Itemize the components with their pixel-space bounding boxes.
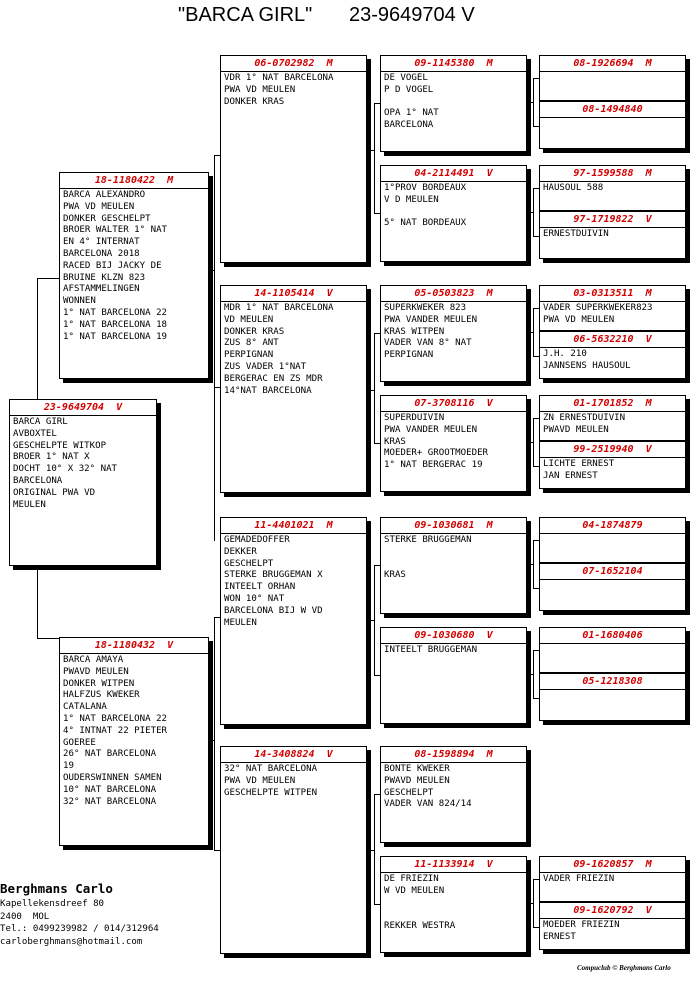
pedigree-line: GOEREE xyxy=(63,737,96,748)
connector-line xyxy=(37,638,59,639)
ring-number: 06-5632210 V xyxy=(573,334,652,345)
connector-line xyxy=(527,332,533,333)
pedigree-box-subject xyxy=(9,399,157,566)
pedigree-line: PWA VANDER MEULEN xyxy=(384,314,478,325)
pedigree-line: PWA VD MEULEN xyxy=(543,314,615,325)
pedigree-line: INTEELT ORHAN xyxy=(224,582,296,593)
pedigree-line: 1° NAT BARCELONA 19 xyxy=(63,331,168,342)
connector-line xyxy=(533,78,534,126)
pedigree-line: BROER 1° NAT X xyxy=(13,452,90,463)
pedigree-line: BARCELONA xyxy=(13,475,63,486)
pedigree-line: VADER FRIEZIN xyxy=(543,874,615,884)
pedigree-line: 32° NAT BARCELONA xyxy=(63,796,157,807)
header-divider xyxy=(221,762,366,763)
header-divider xyxy=(60,188,208,189)
header-divider xyxy=(381,71,526,72)
connector-line xyxy=(374,675,380,676)
connector-line xyxy=(214,617,215,850)
pedigree-line: 5° NAT BORDEAUX xyxy=(384,218,467,229)
footer-copyright: Compuclub © Berghmans Carlo xyxy=(577,964,671,972)
connector-line xyxy=(533,236,539,237)
connector-line xyxy=(214,155,220,156)
header-divider xyxy=(540,71,685,72)
ring-number: 03-0313511 M xyxy=(573,288,652,299)
connector-line xyxy=(214,387,220,388)
connector-line xyxy=(374,794,380,795)
header-divider xyxy=(540,347,685,348)
pedigree-line: 19 xyxy=(63,761,74,772)
pedigree-line: ERNESTDUIVIN xyxy=(543,229,609,239)
connector-line xyxy=(533,418,534,466)
connector-line xyxy=(527,903,533,904)
owner-city: 2400 MOL xyxy=(0,911,50,922)
pedigree-line: PWAVD MEULEN xyxy=(543,424,609,435)
ring-number: 05-0503823 M xyxy=(414,288,493,299)
pedigree-box-g4 xyxy=(539,211,686,259)
pedigree-box-ssd xyxy=(380,165,527,262)
header-divider xyxy=(381,762,526,763)
pedigree-box-sd xyxy=(220,285,367,493)
header-divider xyxy=(221,301,366,302)
ring-number: 11-4401021 M xyxy=(254,520,333,531)
pedigree-line: GEMADEDOFFER xyxy=(224,535,290,545)
header-divider xyxy=(10,415,156,416)
connector-line xyxy=(533,78,539,79)
pedigree-line: OUDERSWINNEN SAMEN xyxy=(63,772,162,783)
pedigree-line: VADER VAN 824/14 xyxy=(384,799,472,810)
connector-line xyxy=(533,418,539,419)
pedigree-line: KRAS xyxy=(384,436,406,447)
pedigree-line: RACED BIJ JACKY DE xyxy=(63,260,162,271)
pedigree-line: J.H. 210 xyxy=(543,349,587,359)
pedigree-line: 1°PROV BORDEAUX xyxy=(384,183,467,193)
pedigree-box-g5 xyxy=(539,285,686,331)
connector-line xyxy=(533,308,534,356)
ring-number: 09-1030680 V xyxy=(414,630,493,641)
connector-line xyxy=(533,126,539,127)
connector-line xyxy=(527,102,533,103)
owner-phone: Tel.: 0499239982 / 014/312964 xyxy=(0,924,159,934)
pedigree-line: V D MEULEN xyxy=(384,194,439,205)
pedigree-box-sire xyxy=(59,172,209,379)
connector-line xyxy=(209,740,215,741)
pedigree-line: 26° NAT BARCELONA xyxy=(63,749,157,760)
header-divider xyxy=(540,457,685,458)
connector-line xyxy=(533,188,534,236)
connector-line xyxy=(367,150,375,151)
connector-line xyxy=(533,308,539,309)
connector-line xyxy=(374,333,375,443)
connector-line xyxy=(533,698,539,699)
pedigree-box-dds xyxy=(380,746,527,843)
pedigree-line: PERPIGNAN xyxy=(384,350,434,361)
pedigree-line: BROER WALTER 1° NAT xyxy=(63,225,168,236)
pedigree-box-dss xyxy=(380,517,527,614)
pedigree-line: P D VOGEL xyxy=(384,84,434,95)
ring-number: 14-1105414 V xyxy=(254,288,333,299)
pedigree-line xyxy=(381,559,526,571)
header-divider xyxy=(540,918,685,919)
header-divider xyxy=(221,71,366,72)
connector-line xyxy=(214,850,220,851)
pedigree-line: HAUSOUL 588 xyxy=(543,183,604,193)
header-divider xyxy=(540,227,685,228)
ring-number: 01-1680406 xyxy=(582,630,643,641)
pedigree-line: 1° NAT BARCELONA 22 xyxy=(63,307,168,318)
pedigree-line: PWA VANDER MEULEN xyxy=(384,424,478,435)
pedigree-line: BARCELONA BIJ W VD xyxy=(224,605,323,616)
pedigree-box-g10 xyxy=(539,563,686,611)
pedigree-box-ds xyxy=(220,517,367,725)
connector-line xyxy=(214,155,215,541)
pedigree-box-dam xyxy=(59,637,209,846)
pedigree-line: DE FRIEZIN xyxy=(384,874,439,884)
pedigree-box-g1 xyxy=(539,55,686,101)
pedigree-line: BARCELONA 2018 xyxy=(63,248,140,259)
connector-line xyxy=(527,212,533,213)
connector-line xyxy=(367,850,375,851)
pedigree-line: 14°NAT BARCELONA xyxy=(224,385,312,396)
connector-line xyxy=(527,674,533,675)
ring-number: 97-1719822 V xyxy=(573,214,652,225)
pedigree-line: LICHTE ERNEST xyxy=(543,459,615,469)
connector-line xyxy=(533,588,539,589)
pedigree-line: GESCHELPTE WITKOP xyxy=(13,440,107,451)
connector-line xyxy=(533,879,539,880)
ring-number: 23-9649704 V xyxy=(43,402,123,413)
pedigree-line: 1° NAT BARCELONA 22 xyxy=(63,713,168,724)
connector-line xyxy=(37,278,38,400)
ring-number: 97-1599588 M xyxy=(573,168,652,179)
pedigree-box-g3 xyxy=(539,165,686,211)
pedigree-box-ddd xyxy=(380,856,527,953)
connector-line xyxy=(533,650,534,698)
ring-number: 05-1218308 xyxy=(582,676,643,687)
connector-line xyxy=(214,617,220,618)
connector-line xyxy=(374,333,380,334)
pedigree-line: BERGERAC EN ZS MDR xyxy=(224,373,323,384)
pedigree-line: PWA VD MEULEN xyxy=(224,84,296,95)
header-divider xyxy=(540,533,685,534)
page-title xyxy=(0,4,696,32)
connector-line xyxy=(37,566,38,638)
header-divider xyxy=(540,117,685,118)
pedigree-box-g7 xyxy=(539,395,686,441)
pedigree-line: DONKER KRAS xyxy=(224,96,285,107)
connector-line xyxy=(527,442,533,443)
pedigree-line: 1° NAT BERGERAC 19 xyxy=(384,460,483,471)
ring-number: 01-1701852 M xyxy=(573,398,652,409)
pedigree-line: EN 4° INTERNAT xyxy=(63,237,140,248)
pedigree-line: DONKER GESCHELPT xyxy=(63,213,151,224)
pedigree-line xyxy=(381,547,526,559)
connector-line xyxy=(37,278,59,279)
header-divider xyxy=(381,643,526,644)
pedigree-line: 10° NAT BARCELONA xyxy=(63,784,157,795)
ring-number: 18-1180432 V xyxy=(94,640,174,651)
header-divider xyxy=(60,653,208,654)
pedigree-box-g12 xyxy=(539,673,686,721)
header-divider xyxy=(540,411,685,412)
header-divider xyxy=(381,301,526,302)
pedigree-line: 1° NAT BARCELONA 18 xyxy=(63,319,168,330)
ring-number: 99-2519940 V xyxy=(573,444,652,455)
pedigree-box-g16 xyxy=(539,902,686,950)
header-divider xyxy=(540,181,685,182)
pedigree-line xyxy=(381,898,526,910)
pedigree-line: MOEDER+ GROOTMOEDER xyxy=(384,448,489,459)
pedigree-box-g15 xyxy=(539,856,686,902)
pedigree-line: PWAVD MEULEN xyxy=(384,775,450,786)
pedigree-line: STERKE BRUGGEMAN X xyxy=(224,570,323,581)
pedigree-line: ORIGINAL PWA VD xyxy=(13,487,96,498)
pedigree-line: PERPIGNAN xyxy=(224,350,274,361)
connector-line xyxy=(533,466,539,467)
pedigree-line: AFSTAMMELINGEN xyxy=(63,284,140,295)
pedigree-line: BARCA GIRL xyxy=(13,417,68,427)
pedigree-box-sss xyxy=(380,55,527,152)
pedigree-line: MDR 1° NAT BARCELONA xyxy=(224,303,334,313)
pedigree-box-ss xyxy=(220,55,367,263)
pedigree-line: W VD MEULEN xyxy=(384,885,445,896)
ring-number: 11-1133914 V xyxy=(414,859,493,870)
connector-line xyxy=(374,565,380,566)
pedigree-line: ZN ERNESTDUIVIN xyxy=(543,413,626,423)
pedigree-line: MEULEN xyxy=(13,499,46,510)
pedigree-line: VDR 1° NAT BARCELONA xyxy=(224,73,334,83)
pedigree-line xyxy=(381,207,526,219)
ring-number: 08-1598894 M xyxy=(414,749,493,760)
connector-line xyxy=(533,540,539,541)
header-divider xyxy=(381,411,526,412)
pedigree-line: WONNEN xyxy=(63,296,96,307)
connector-line xyxy=(533,188,539,189)
pedigree-line: 32° NAT BARCELONA xyxy=(224,764,318,774)
pedigree-line: DONKER WITPEN xyxy=(63,678,135,689)
ring-number: 09-1145380 M xyxy=(414,58,493,69)
pedigree-line: WON 10° NAT xyxy=(224,593,285,604)
ring-number: 04-2114491 V xyxy=(414,168,493,179)
owner-address: Kapellekensdreef 80 xyxy=(0,899,105,909)
pedigree-line: BARCA ALEXANDRO xyxy=(63,190,146,200)
header-divider xyxy=(381,533,526,534)
pedigree-box-g9 xyxy=(539,517,686,563)
pedigree-line: KRAS xyxy=(384,570,406,581)
connector-line xyxy=(533,650,539,651)
ring-number: 04-1874879 xyxy=(582,520,643,531)
pedigree-box-dsd xyxy=(380,627,527,724)
pedigree-line: DEKKER xyxy=(224,546,257,557)
pedigree-line: KRAS WITPEN xyxy=(384,326,445,337)
pedigree-line: PWAVD MEULEN xyxy=(63,666,129,677)
owner-info xyxy=(0,880,200,948)
pedigree-line: ZUS 8° ANT xyxy=(224,338,279,349)
ring-number: 08-1494840 xyxy=(582,104,643,115)
pedigree-box-g2 xyxy=(539,101,686,149)
connector-line xyxy=(533,356,539,357)
pedigree-line: CATALANA xyxy=(63,702,107,713)
pedigree-line: BARCA AMAYA xyxy=(63,655,124,665)
pedigree-line: SUPERDUIVIN xyxy=(384,413,445,423)
ring-number: 07-3708116 V xyxy=(414,398,493,409)
pedigree-line: JANNSENS HAUSOUL xyxy=(543,360,631,371)
header-divider xyxy=(381,872,526,873)
pedigree-line: GESCHELPT xyxy=(224,558,274,569)
pedigree-line: 4° INTNAT 22 PIETER xyxy=(63,725,168,736)
header-divider xyxy=(540,643,685,644)
pedigree-line: VD MEULEN xyxy=(224,314,274,325)
connector-line xyxy=(374,103,375,213)
ring-number: 09-1620857 M xyxy=(573,859,652,870)
pedigree-line: OPA 1° NAT xyxy=(384,108,439,119)
pedigree-line: PWA VD MEULEN xyxy=(63,201,135,212)
header-divider xyxy=(381,181,526,182)
pedigree-line: DOCHT 10° X 32° NAT xyxy=(13,464,118,475)
pedigree-box-dd xyxy=(220,746,367,954)
pedigree-box-sds xyxy=(380,285,527,382)
connector-line xyxy=(367,390,375,391)
pigeon-ring-title: 23-9649704 V xyxy=(349,4,475,26)
ring-number: 18-1180422 M xyxy=(94,175,174,186)
header-divider xyxy=(540,301,685,302)
pedigree-box-g8 xyxy=(539,441,686,489)
pedigree-line: GESCHELPTE WITPEN xyxy=(224,787,318,798)
pedigree-line: JAN ERNEST xyxy=(543,470,598,481)
pedigree-box-g11 xyxy=(539,627,686,673)
ring-number: 09-1620792 V xyxy=(573,905,652,916)
pedigree-line: VADER VAN 8° NAT xyxy=(384,338,472,349)
connector-line xyxy=(533,879,534,927)
pedigree-line: REKKER WESTRA xyxy=(384,921,456,932)
header-divider xyxy=(540,689,685,690)
pigeon-name-title: "BARCA GIRL" xyxy=(178,4,313,26)
header-divider xyxy=(540,579,685,580)
pedigree-line: ERNEST xyxy=(543,931,576,942)
pedigree-line: DE VOGEL xyxy=(384,73,428,83)
connector-line xyxy=(367,620,375,621)
connector-line xyxy=(374,103,380,104)
pedigree-line: MOEDER FRIEZIN xyxy=(543,920,620,930)
pedigree-line: GESCHELPT xyxy=(384,787,434,798)
pedigree-line: ZUS VADER 1°NAT xyxy=(224,361,307,372)
pedigree-line: VADER SUPERKWEKER823 xyxy=(543,303,653,313)
connector-line xyxy=(374,443,380,444)
pedigree-line: BARCELONA xyxy=(384,120,434,131)
pedigree-box-sdd xyxy=(380,395,527,492)
pedigree-line: AVBOXTEL xyxy=(13,428,57,439)
ring-number: 08-1926694 M xyxy=(573,58,652,69)
ring-number: 09-1030681 M xyxy=(414,520,493,531)
ring-number: 07-1652104 xyxy=(582,566,643,577)
pedigree-box-g6 xyxy=(539,331,686,379)
pedigree-line: SUPERKWEKER 823 xyxy=(384,303,467,313)
pedigree-line xyxy=(381,97,526,109)
header-divider xyxy=(221,533,366,534)
connector-line xyxy=(374,213,380,214)
header-divider xyxy=(540,872,685,873)
ring-number: 06-0702982 M xyxy=(254,58,333,69)
owner-name: Berghmans Carlo xyxy=(0,881,113,896)
connector-line xyxy=(374,904,380,905)
pedigree-line: DONKER KRAS xyxy=(224,326,285,337)
pedigree-line xyxy=(381,909,526,921)
pedigree-line: MEULEN xyxy=(224,617,257,628)
connector-line xyxy=(533,540,534,588)
pedigree-line: STERKE BRUGGEMAN xyxy=(384,535,472,545)
connector-line xyxy=(527,564,533,565)
connector-line xyxy=(374,794,375,904)
connector-line xyxy=(533,927,539,928)
pedigree-line: BONTE KWEKER xyxy=(384,764,450,774)
owner-email: carloberghmans@hotmail.com xyxy=(0,936,143,947)
pedigree-line: HALFZUS KWEKER xyxy=(63,690,140,701)
pedigree-line: INTEELT BRUGGEMAN xyxy=(384,645,478,655)
pedigree-line: PWA VD MEULEN xyxy=(224,775,296,786)
ring-number: 14-3408824 V xyxy=(254,749,333,760)
connector-line xyxy=(209,270,215,271)
pedigree-line: BRUINE KLZN 823 xyxy=(63,272,146,283)
